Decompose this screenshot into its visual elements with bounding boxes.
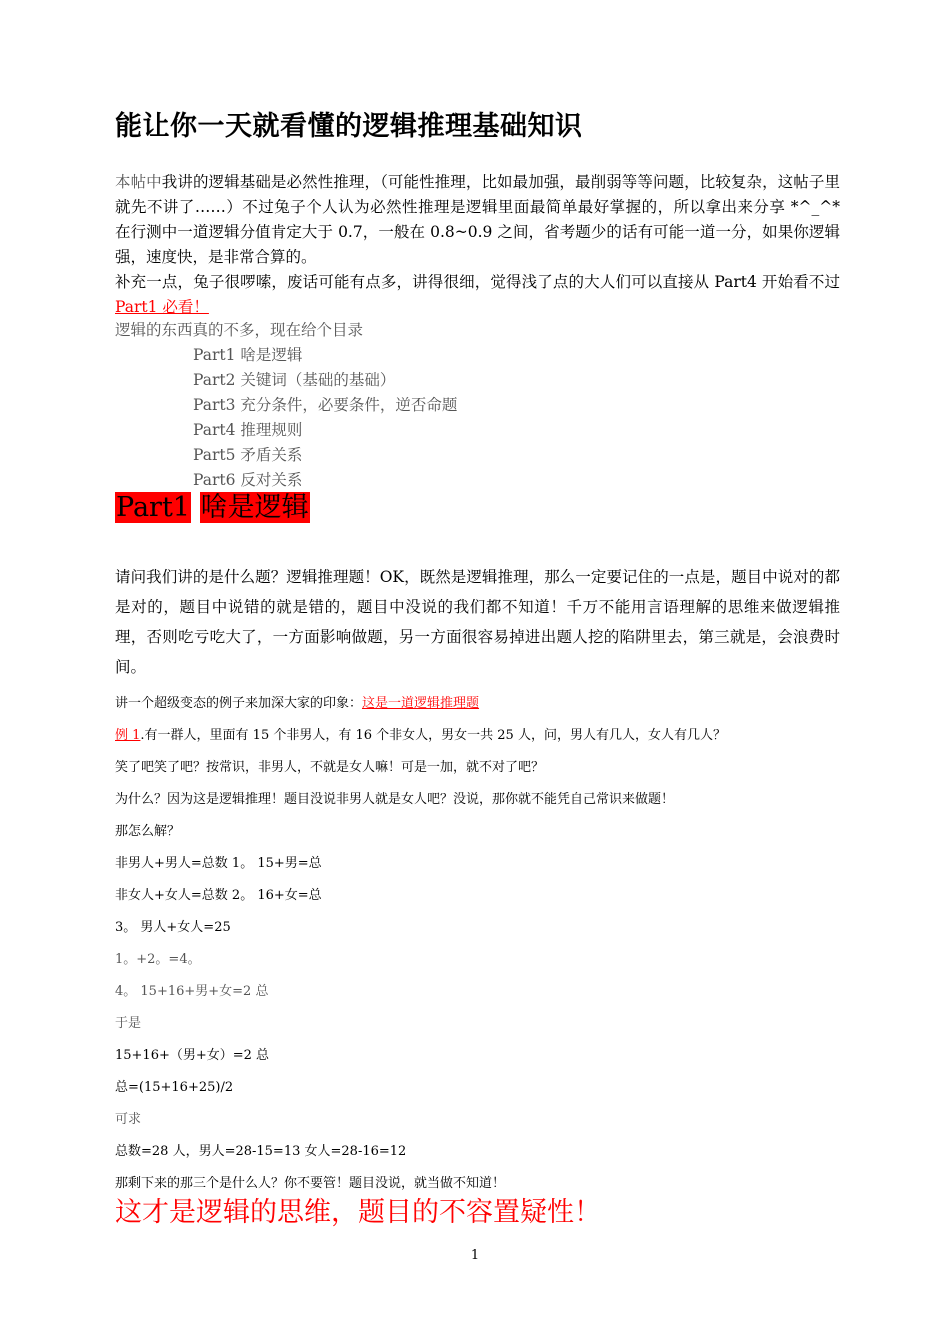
example-1-text: .有一群人，里面有 15 个非男人，有 16 个非女人，男女一共 25 人，问，男人有几人，女人有几人？ bbox=[140, 728, 726, 743]
toc-item: Part2 关键词（基础的基础） bbox=[193, 371, 396, 389]
toc-item: Part5 矛盾关系 bbox=[193, 446, 303, 464]
intro-text: 我讲的逻辑基础是必然性推理，（可能性推理，比如最加强，最削弱等等问题，比较复杂，这帖子里就先不讲了……）不过兔子个人认为必然性推理是逻辑里面最简单最好掌握的，所以拿出来分享 *^_^* 在行测中一道逻辑分值肯定大于 0.7，一般在 0.8~0.9 之间，省考题少的话有可能一道一分，如果你逻辑强，速度快，是非常合算的。 bbox=[115, 173, 840, 266]
list-item: 3。 男人+女人=25 bbox=[115, 920, 231, 935]
logic-question-link[interactable]: 这是一道逻辑推理题 bbox=[362, 696, 480, 711]
toc-item: Part1 啥是逻辑 bbox=[193, 346, 303, 364]
list-item: 15+16+（男+女）=2 总 bbox=[115, 1048, 270, 1063]
toc-item: Part3 充分条件，必要条件，逆否命题 bbox=[193, 396, 458, 414]
list-item: 于是 bbox=[115, 1016, 142, 1031]
list-item: 非女人+女人=总数 2。 16+女=总 bbox=[115, 888, 322, 903]
example-intro-line bbox=[115, 692, 726, 724]
page-number: 1 bbox=[470, 1248, 480, 1263]
part1-required-link[interactable]: Part1 必看！ bbox=[115, 298, 209, 316]
part1-title: 啥是逻辑 bbox=[200, 492, 309, 523]
list-item: 总=(15+16+25)/2 bbox=[115, 1080, 234, 1095]
part1-heading bbox=[115, 490, 310, 526]
list-item: 那剩下来的那三个是什么人？你不要管！题目没说，就当做不知道！ bbox=[115, 1176, 506, 1191]
example-lines bbox=[115, 692, 726, 1204]
list-item: 可求 bbox=[115, 1112, 142, 1127]
toc-item: Part6 反对关系 bbox=[193, 471, 303, 489]
intro-supplement: 补充一点，兔子很啰嗦，废话可能有点多，讲得很细，觉得浅了点的大人们可以直接从 Part4 开始看不过 bbox=[115, 273, 840, 291]
list-item: 为什么？因为这是逻辑推理！题目没说非男人就是女人吧？没说，那你就不能凭自己常识来做题！ bbox=[115, 792, 675, 807]
logic-paragraph: 请问我们讲的是什么题？逻辑推理题！OK，既然是逻辑推理，那么一定要记住的一点是，题目中说对的都是对的，题目中说错的就是错的，题目中没说的我们都不知道！千万不能用言语理解的思维来做逻辑推理，否则吃亏吃大了，一方面影响做题，另一方面很容易掉进出题人挖的陷阱里去，第三就是，会浪费时间。 bbox=[115, 568, 840, 676]
page-title: 能让你一天就看懂的逻辑推理基础知识 bbox=[115, 111, 583, 142]
intro-paragraph bbox=[115, 170, 840, 320]
example-1-line bbox=[115, 724, 726, 756]
toc-heading: 逻辑的东西真的不多，现在给个目录 bbox=[115, 321, 364, 339]
list-item: 非男人+男人=总数 1。 15+男=总 bbox=[115, 856, 322, 871]
list-item: 笑了吧笑了吧？按常识，非男人，不就是女人嘛！可是一加，就不对了吧？ bbox=[115, 760, 545, 775]
toc-item: Part4 推理规则 bbox=[193, 421, 303, 439]
intro-lead: 本帖中 bbox=[115, 173, 162, 191]
list-item: 4。 15+16+男+女=2 总 bbox=[115, 984, 269, 999]
list-item: 1。+2。=4。 bbox=[115, 952, 201, 967]
example-1-link[interactable]: 例 1 bbox=[115, 728, 141, 743]
list-item: 那怎么解？ bbox=[115, 824, 181, 839]
logic-slogan: 这才是逻辑的思维，题目的不容置疑性！ bbox=[115, 1197, 601, 1228]
part1-label: Part1 bbox=[116, 492, 190, 523]
example-intro-text: 讲一个超级变态的例子来加深大家的印象： bbox=[115, 696, 363, 711]
table-of-contents bbox=[193, 343, 457, 493]
list-item: 总数=28 人，男人=28-15=13 女人=28-16=12 bbox=[115, 1144, 407, 1159]
